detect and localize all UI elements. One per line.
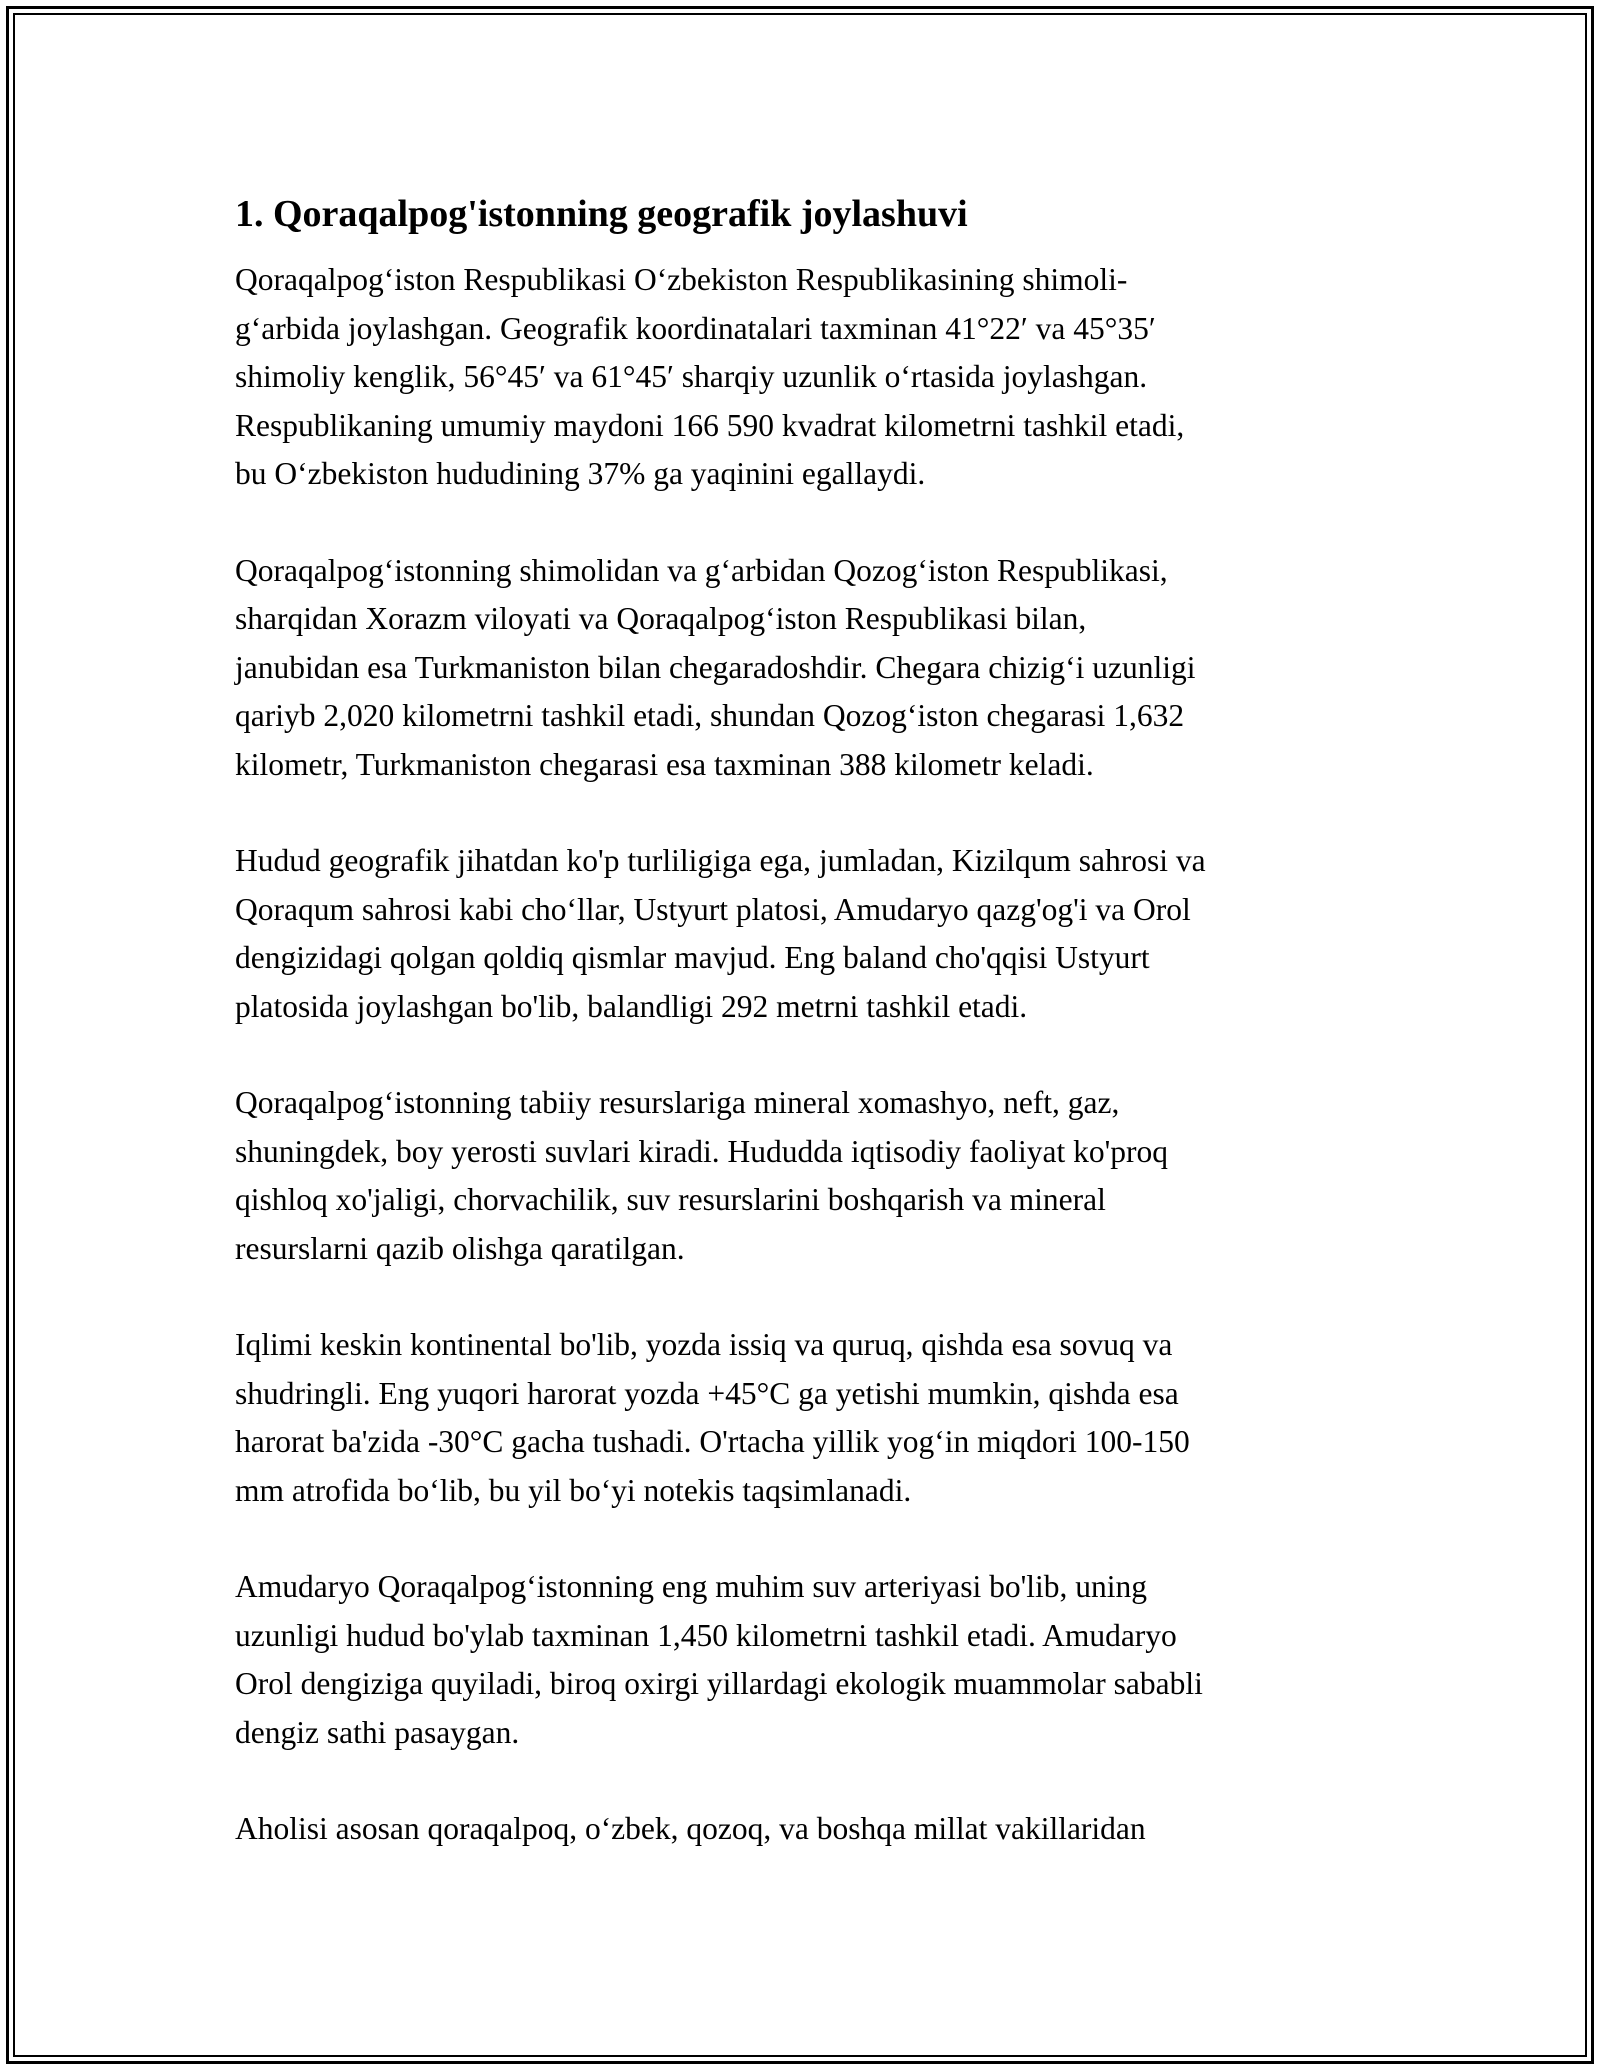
text-line: shudringli. Eng yuqori harorat yozda +45°C ga yetishi mumkin, qishda esa — [235, 1375, 1179, 1411]
section-heading: 1. Qoraqalpog'istonning geografik joylashuvi — [235, 193, 968, 235]
text-line: qariyb 2,020 kilometrni tashkil etadi, shundan Qozog‘iston chegarasi 1,632 — [235, 698, 1185, 733]
text-line: kilometr, Turkmaniston chegarasi esa taxminan 388 kilometr keladi. — [235, 746, 1094, 782]
paragraph-population — [235, 1805, 1375, 1854]
text-line: platosida joylashgan bo'lib, balandligi 292 metrni tashkil etadi. — [235, 988, 1028, 1024]
text-line: Qoraqum sahrosi kabi cho‘llar, Ustyurt platosi, Amudaryo qazg'og'i va Orol — [235, 891, 1191, 927]
text-line: Hudud geografik jihatdan ko'p turliligiga ega, jumladan, Kizilqum sahrosi va — [235, 843, 1206, 878]
paragraph-terrain — [235, 837, 1375, 1031]
paragraph-borders — [235, 547, 1375, 790]
text-line: Respublikaning umumiy maydoni 166 590 kvadrat kilometrni tashkil etadi, — [235, 407, 1185, 443]
document-body — [235, 188, 1375, 1902]
text-line: Qoraqalpog‘istonning shimolidan va g‘arbidan Qozog‘iston Respublikasi, — [235, 552, 1168, 588]
paragraph-climate — [235, 1321, 1375, 1515]
text-line: Amudaryo Qoraqalpog‘istonning eng muhim suv arteriyasi bo'lib, uning — [235, 1569, 1148, 1604]
paragraph-amudarya — [235, 1563, 1375, 1757]
text-line: Qoraqalpog‘iston Respublikasi O‘zbekiston Respublikasining shimoli- — [235, 262, 1128, 297]
text-line: qishloq xo'jaligi, chorvachilik, suv resurslarini boshqarish va mineral — [235, 1182, 1106, 1217]
text-line: shuningdek, boy yerosti suvlari kiradi. Hududda iqtisodiy faoliyat ko'proq — [235, 1133, 1169, 1169]
text-line: mm atrofida bo‘lib, bu yil bo‘yi notekis taqsimlanadi. — [235, 1472, 912, 1508]
text-line: uzunligi hudud bo'ylab taxminan 1,450 kilometrni tashkil etadi. Amudaryo — [235, 1617, 1177, 1653]
text-line: dengiz sathi pasaygan. — [235, 1714, 520, 1750]
text-line: g‘arbida joylashgan. Geografik koordinatalari taxminan 41°22′ va 45°35′ — [235, 310, 1156, 346]
text-line: dengizidagi qolgan qoldiq qismlar mavjud. Eng baland cho'qqisi Ustyurt — [235, 940, 1150, 975]
text-line: shimoliy kenglik, 56°45′ va 61°45′ sharqiy uzunlik o‘rtasida joylashgan. — [235, 359, 1148, 394]
text-line: resurslarni qazib olishga qaratilgan. — [235, 1230, 685, 1266]
text-line: Aholisi asosan qoraqalpoq, o‘zbek, qozoq, va boshqa millat vakillaridan — [235, 1811, 1146, 1846]
text-line: Qoraqalpog‘istonning tabiiy resurslariga mineral xomashyo, neft, gaz, — [235, 1085, 1120, 1120]
text-line: bu O‘zbekiston hududining 37% ga yaqinini egallaydi. — [235, 456, 926, 491]
text-line: Iqlimi keskin kontinental bo'lib, yozda issiq va quruq, qishda esa sovuq va — [235, 1327, 1173, 1362]
text-line: sharqidan Xorazm viloyati va Qoraqalpog‘iston Respublikasi bilan, — [235, 601, 1087, 636]
text-line: harorat ba'zida -30°C gacha tushadi. O'rtacha yillik yog‘in miqdori 100-150 — [235, 1424, 1190, 1459]
paragraph-location — [235, 256, 1375, 499]
text-line: Orol dengiziga quyiladi, biroq oxirgi yillardagi ekologik muammolar sababli — [235, 1666, 1203, 1701]
paragraph-resources — [235, 1079, 1375, 1273]
text-line: janubidan esa Turkmaniston bilan chegaradoshdir. Chegara chizig‘i uzunligi — [235, 649, 1196, 685]
